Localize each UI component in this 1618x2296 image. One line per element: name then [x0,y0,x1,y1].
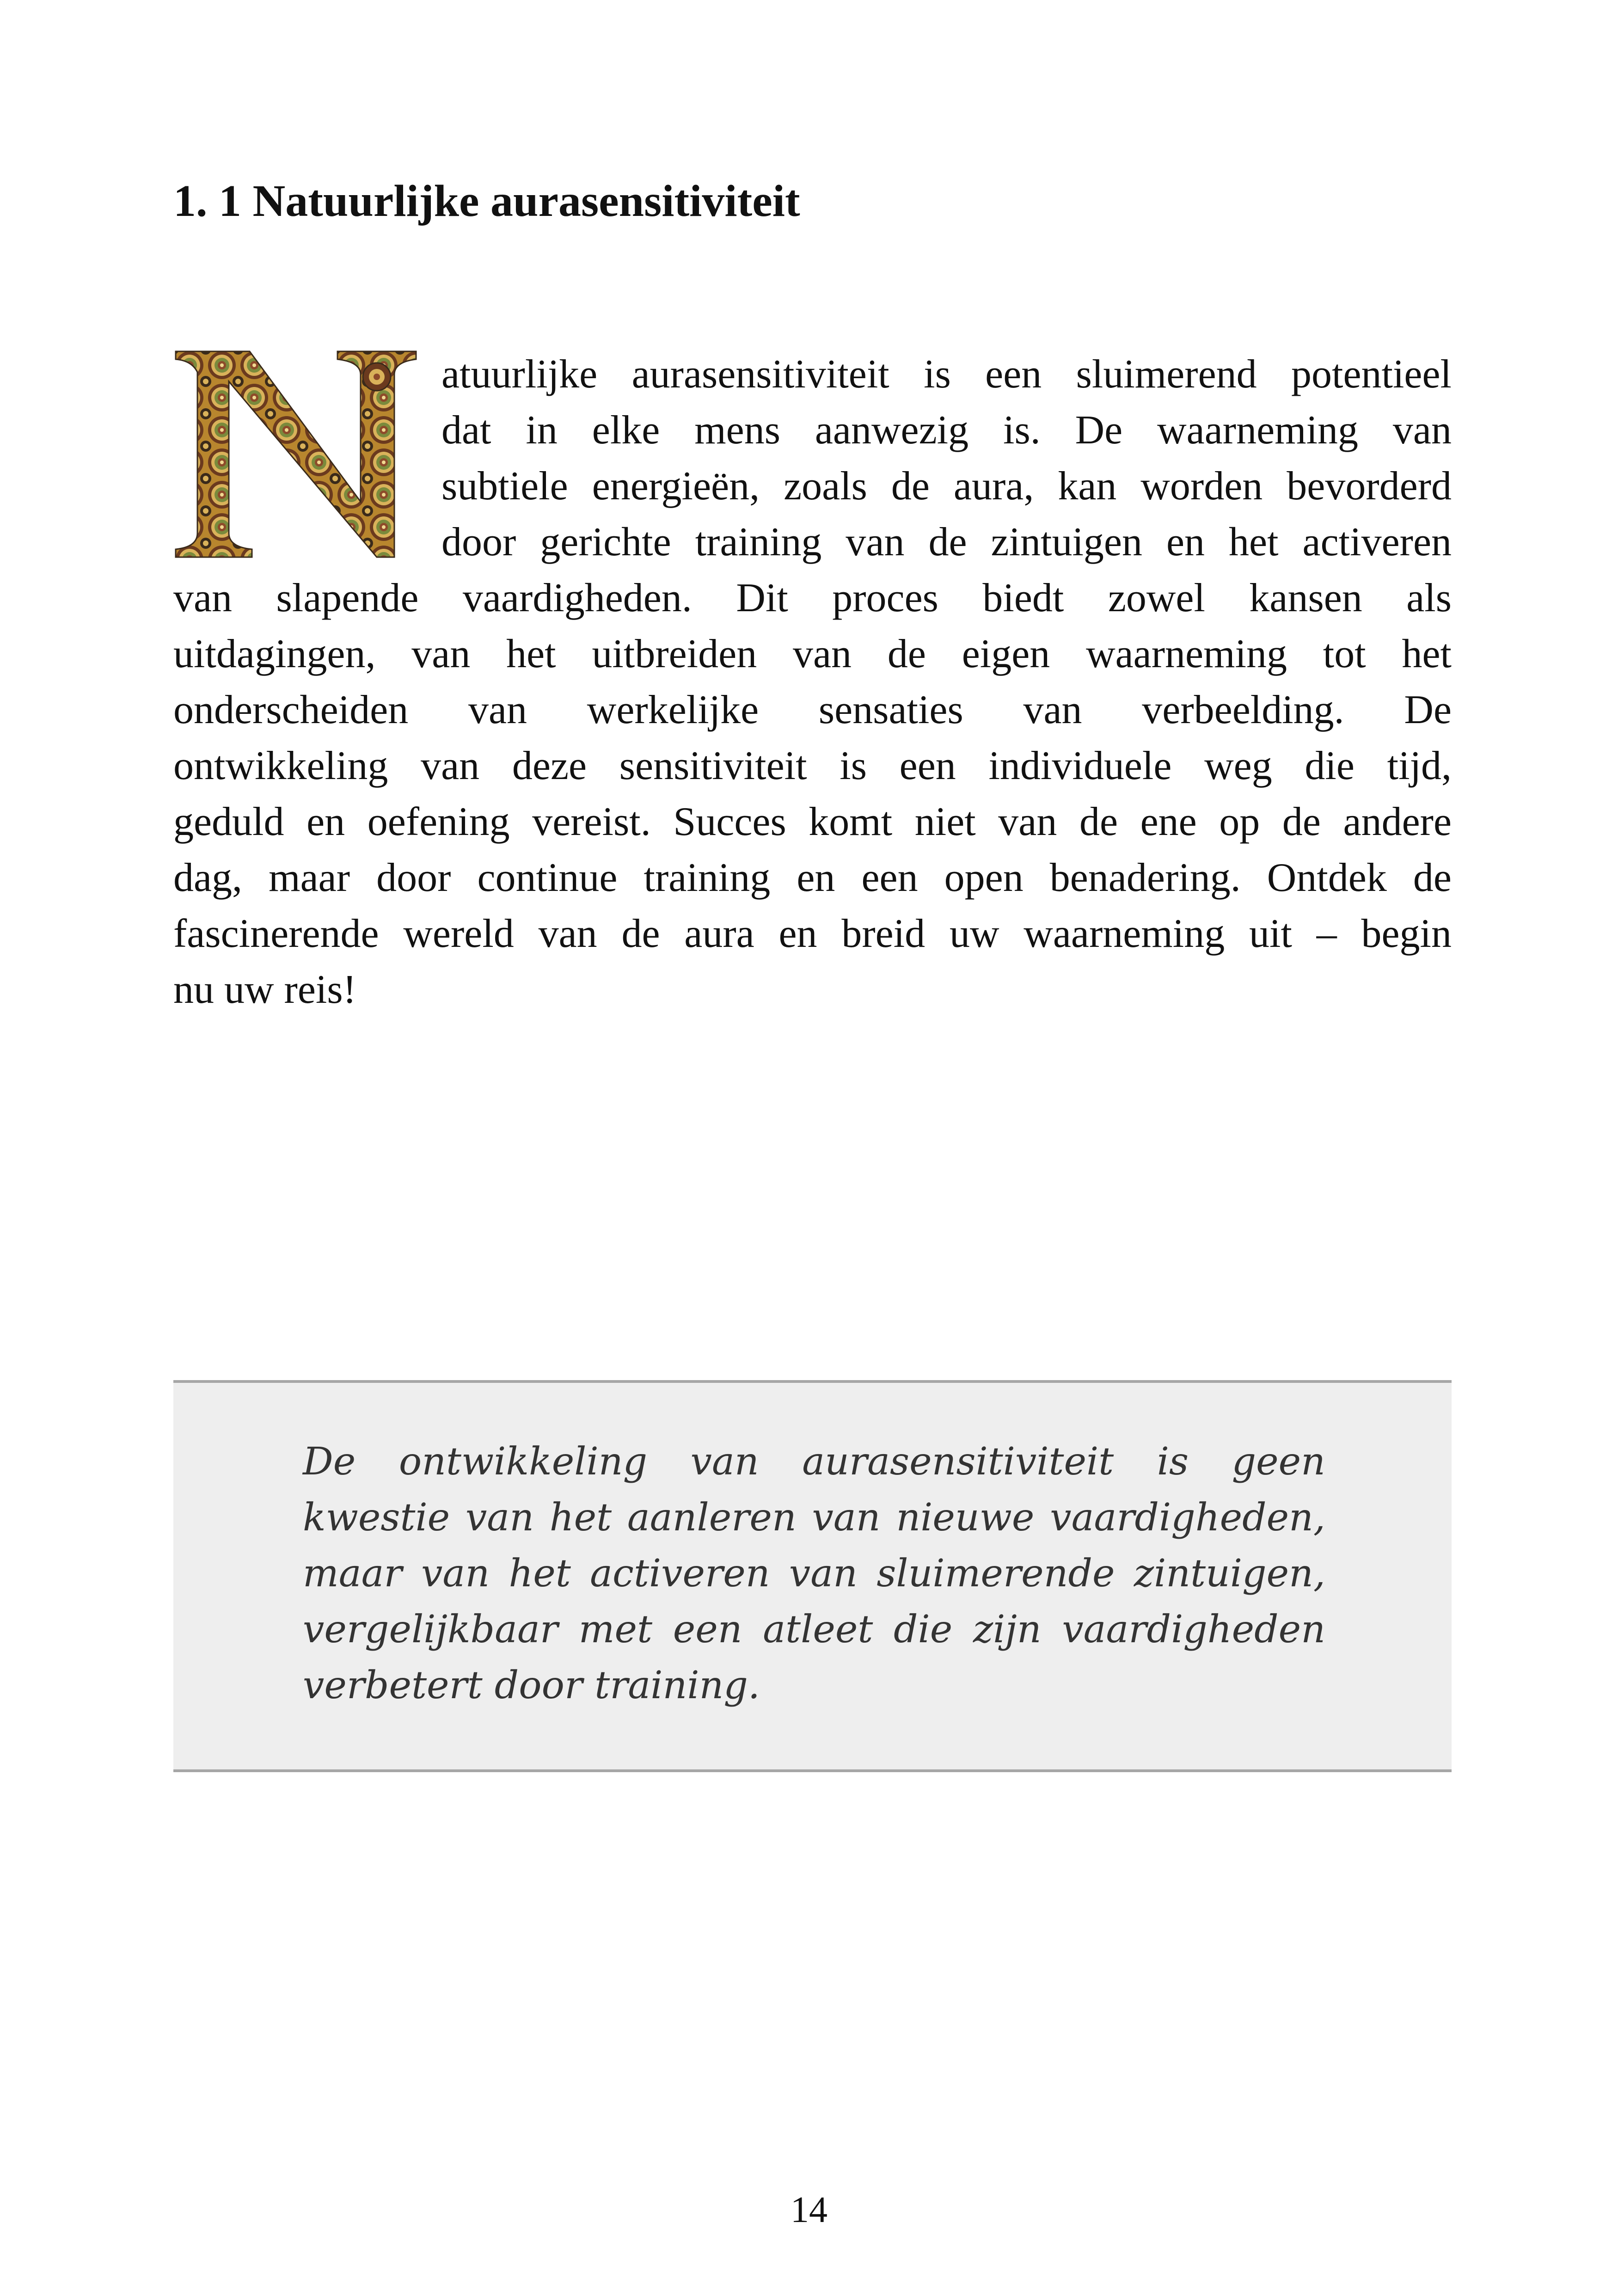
paragraph-line-6: uitdagingen, van het uitbreiden van de eigen waarneming tot het [173,632,1452,676]
paragraph-line-4: door gerichte training van de zintuigen en het activeren [441,520,1452,565]
paragraph-line-5: van slapende vaardigheden. Dit proces biedt zowel kansen als [173,576,1452,620]
paragraph-line-9: geduld en oefening vereist. Succes komt niet van de ene op de andere [173,799,1452,844]
quote-line-3: maar van het activeren van sluimerende zintuigen, [303,1552,1325,1596]
quote-line-4: vergelijkbaar met een atleet die zijn vaardigheden [303,1608,1325,1651]
paragraph-line-8: ontwikkeling van deze sensitiviteit is een individuele weg die tijd, [173,743,1452,788]
drop-cap-letter-n-illustration [173,349,418,559]
paragraph-line-12: nu uw reis! [173,967,356,1012]
quote-line-1: De ontwikkeling van aurasensitiviteit is geen [303,1440,1325,1484]
quote-line-5: verbetert door training. [303,1664,760,1707]
paragraph-line-7: onderscheiden van werkelijke sensaties van verbeelding. De [173,688,1452,732]
paragraph-line-2: dat in elke mens aanwezig is. De waarneming van [441,408,1452,453]
pull-quote-box [173,1380,1452,1772]
paragraph-line-11: fascinerende wereld van de aura en breid uw waarneming uit – begin [173,911,1452,956]
paragraph-line-1: atuurlijke aurasensitiviteit is een sluimerend potentieel [441,352,1452,397]
quote-line-2: kwestie van het aanleren van nieuwe vaardigheden, [303,1496,1325,1540]
section-heading: 1. 1 Natuurlijke aurasensitiviteit [173,176,800,226]
page-number: 14 [791,2190,827,2230]
paragraph-line-3: subtiele energieën, zoals de aura, kan worden bevorderd [441,464,1452,509]
paragraph-line-10: dag, maar door continue training en een open benadering. Ontdek de [173,855,1452,900]
ornamental-drop-cap-n [173,349,418,559]
